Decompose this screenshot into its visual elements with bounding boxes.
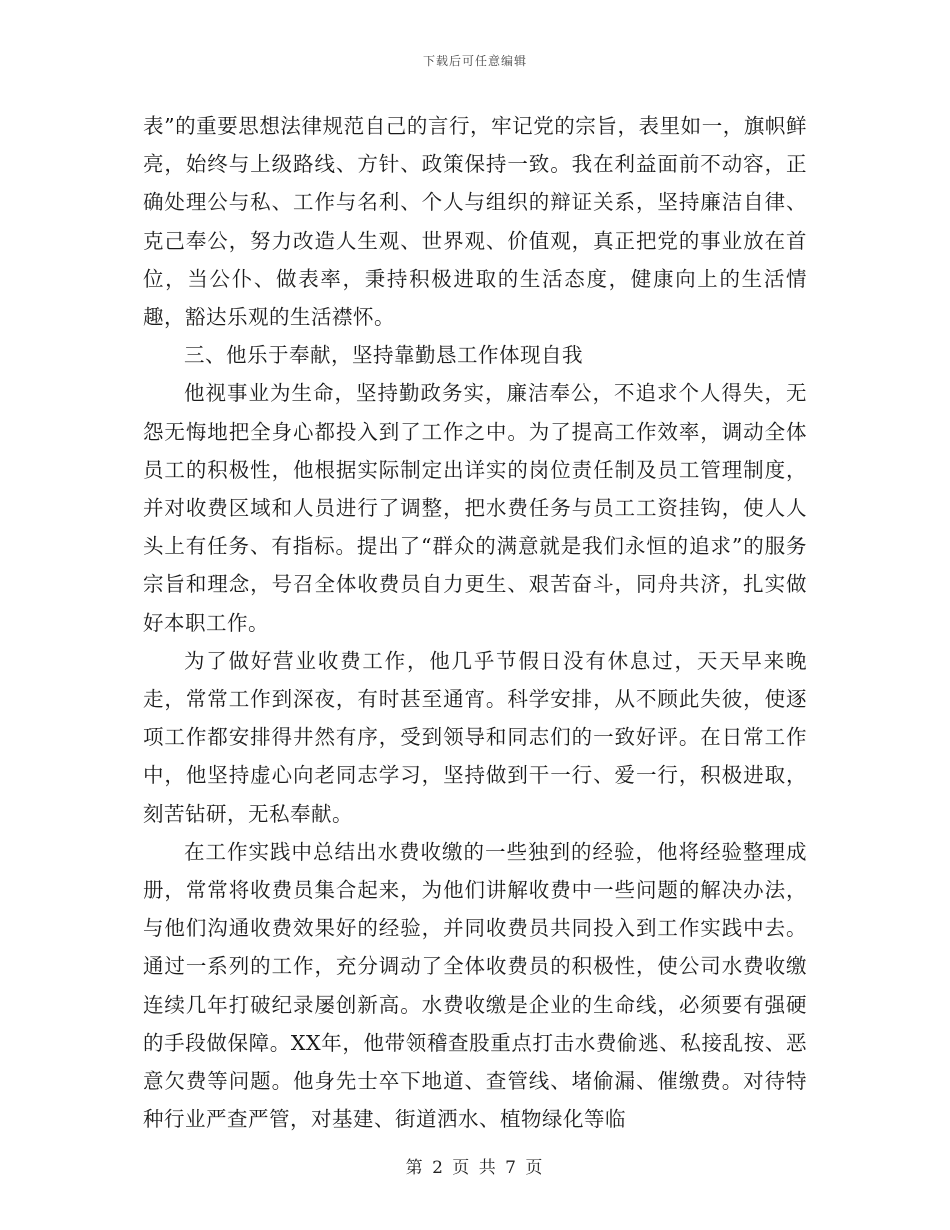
paragraph-4: 在工作实践中总结出水费收缴的一些独到的经验，他将经验整理成册，常常将收费员集合起来，为他们讲解收费中一些问题的解决办法，与他们沟通收费效果好的经验，并同收费员共同投入到工作实践中去。通过一系列的工作，充分调动了全体收费员的积极性，使公司水费收缴连续几年打破纪录屡创新高。水费收缴是企业的生命线，必须要有强硬的手段做保障。XX年，他带领稽查股重点打击水费偷逃、私接乱按、恶意欠费等问题。他身先士卒下地道、查管线、堵偷漏、催缴费。对待特种行业严查严管，对基建、街道洒水、植物绿化等临 [143, 839, 807, 1132]
page-header: 下载后可任意编辑 [422, 54, 527, 68]
document-body [143, 107, 807, 1138]
paragraph-3: 为了做好营业收费工作，他几乎节假日没有休息过，天天早来晚走，常常工作到深夜，有时甚至通宵。科学安排，从不顾此失彼，使逐项工作都安排得井然有序，受到领导和同志们的一致好评。在日常工作中，他坚持虚心向老同志学习，坚持做到干一行、爱一行，积极进取，刻苦钻研，无私奉献。 [143, 648, 807, 826]
page-number: 第 2 页 共 7 页 [405, 1158, 545, 1178]
paragraph-1: 表”的重要思想法律规范自己的言行，牢记党的宗旨，表里如一，旗帜鲜亮，始终与上级路线、方针、政策保持一致。我在利益面前不动容，正确处理公与私、工作与名利、个人与组织的辩证关系，坚持廉洁自律、克己奉公，努力改造人生观、世界观、价值观，真正把党的事业放在首位，当公仆、做表率，秉持积极进取的生活态度，健康向上的生活情趣，豁达乐观的生活襟怀。 [143, 114, 807, 330]
section-heading: 三、他乐于奉献，坚持靠勤恳工作体现自我 [184, 343, 583, 368]
paragraph-2: 他视事业为生命，坚持勤政务实，廉洁奉公，不追求个人得失，无怨无悔地把全身心都投入到了工作之中。为了提高工作效率，调动全体员工的积极性，他根据实际制定出详实的岗位责任制及员工管理制度，并对收费区域和人员进行了调整，把水费任务与员工工资挂钩，使人人头上有任务、有指标。提出了“群众的满意就是我们永恒的追求”的服务宗旨和理念，号召全体收费员自力更生、艰苦奋斗，同舟共济，扎实做好本职工作。 [143, 381, 807, 635]
